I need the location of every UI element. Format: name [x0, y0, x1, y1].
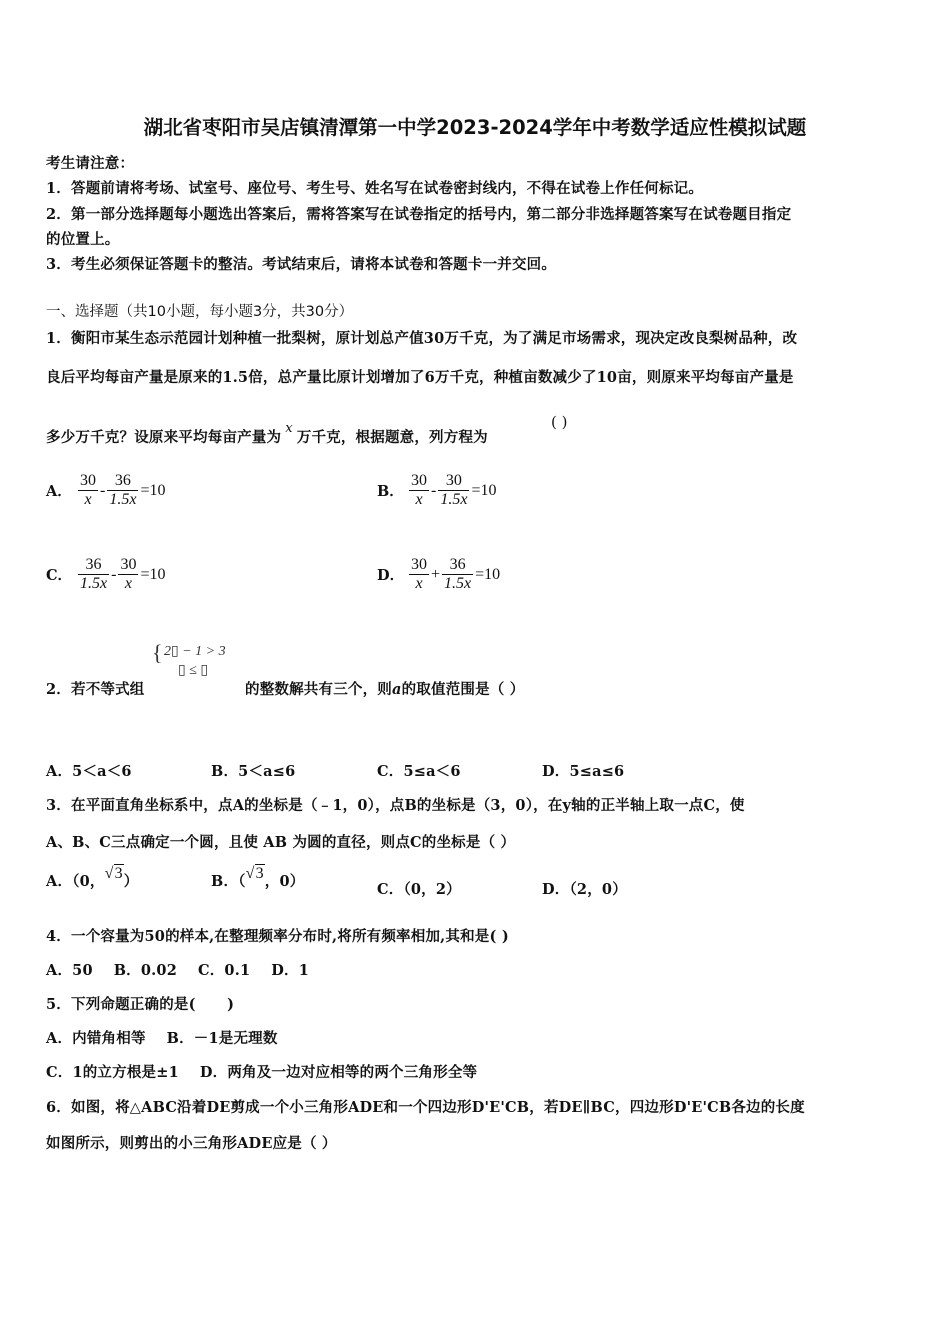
- q3-option-a: A．（0，√3）: [46, 865, 139, 890]
- q1-option-d: D． $\frac{30}{x}$ + $\frac{36}{1.5x}$ =10: [377, 556, 501, 592]
- q1-text: 良后平均每亩产量是原来的1.5倍，总产量比原计划增加了6万千克，种植亩数减少了10亩，则原来平均每亩产量是: [46, 369, 794, 386]
- q2-option: C．5≤a＜6: [377, 763, 461, 780]
- q4-text: 4．一个容量为50的样本,在整理频率分布时,将所有频率相加,其和是( ): [46, 928, 509, 945]
- q3-option-d: D．（2，0）: [542, 881, 627, 898]
- q6-text: 如图所示，则剪出的小三角形ADE应是（ ）: [46, 1135, 337, 1152]
- q1-variable: x: [285, 421, 293, 436]
- notice-heading: 考生请注意：: [46, 155, 135, 172]
- q2-option: B．5＜a≤6: [211, 763, 296, 780]
- q1-option-a: A． $\frac{30}{x}$ - $\frac{36}{1.5x}$ =10: [46, 472, 166, 508]
- q2-system-line: ▯ ≤ ▯: [178, 663, 209, 678]
- notice-item: 2．第一部分选择题每小题选出答案后，需将答案写在试卷指定的括号内，第二部分非选择题答案写在试卷题目指定: [46, 206, 792, 223]
- q5-text: 5．下列命题正确的是( ): [46, 996, 235, 1013]
- q3-text: A、B、C三点确定一个圆，且使 AB 为圆的直径，则点C的坐标是（ ）: [46, 834, 516, 851]
- sqrt-icon: √: [245, 865, 255, 882]
- q3-option-c: C．（0，2）: [377, 881, 461, 898]
- notice-item: 3．考生必须保证答题卡的整洁。考试结束后，请将本试卷和答题卡一并交回。: [46, 256, 557, 273]
- q1-answer-paren: ( ): [551, 413, 568, 431]
- page-title: 湖北省枣阳市吴店镇清潭第一中学2023-2024学年中考数学适应性模拟试题: [143, 116, 807, 139]
- notice-item: 1．答题前请将考场、试室号、座位号、考生号、姓名写在试卷密封线内，不得在试卷上作任何标记。: [46, 180, 704, 197]
- q4-options: A．50 B．0.02 C．0.1 D．1: [46, 962, 310, 979]
- q3-option-b: B．（√3，0）: [211, 865, 305, 890]
- q2-option: A．5＜a＜6: [46, 763, 132, 780]
- brace-icon: {: [152, 640, 163, 665]
- q1-option-c: C． $\frac{36}{1.5x}$ - $\frac{30}{x}$ =10: [46, 556, 166, 592]
- q5-options: A．内错角相等 B．－1是无理数: [46, 1030, 278, 1047]
- q5-options: C．1的立方根是±1 D．两角及一边对应相等的两个三角形全等: [46, 1064, 478, 1081]
- q3-text: 3．在平面直角坐标系中，点A的坐标是（﹣1，0），点B的坐标是（3，0），在y轴的正半轴上取一点C，使: [46, 797, 745, 814]
- q6-text: 6．如图，将△ABC沿着DE剪成一个小三角形ADE和一个四边形D'E'CB，若DE∥BC，四边形D'E'CB各边的长度: [46, 1099, 805, 1116]
- q2-prefix: 2．若不等式组: [46, 681, 145, 698]
- notice-item: 的位置上。: [46, 231, 120, 248]
- q1-option-b: B． $\frac{30}{x}$ - $\frac{30}{1.5x}$ =10: [377, 472, 497, 508]
- sqrt-icon: √: [104, 865, 114, 882]
- section-heading: 一、选择题（共10小题，每小题3分，共30分）: [46, 304, 354, 320]
- q1-text: 多少万千克？设原来平均每亩产量为x万千克，根据题意，列方程为: [46, 421, 488, 446]
- q1-text: 1．衡阳市某生态示范园计划种植一批梨树，原计划总产值30万千克，为了满足市场需求，现决定改良梨树品种，改: [46, 330, 798, 347]
- q2-option: D．5≤a≤6: [542, 763, 625, 780]
- q2-system-line: 2▯ − 1 > 3: [164, 644, 226, 659]
- q2-text: 的整数解共有三个，则a的取值范围是（ ）: [245, 681, 525, 698]
